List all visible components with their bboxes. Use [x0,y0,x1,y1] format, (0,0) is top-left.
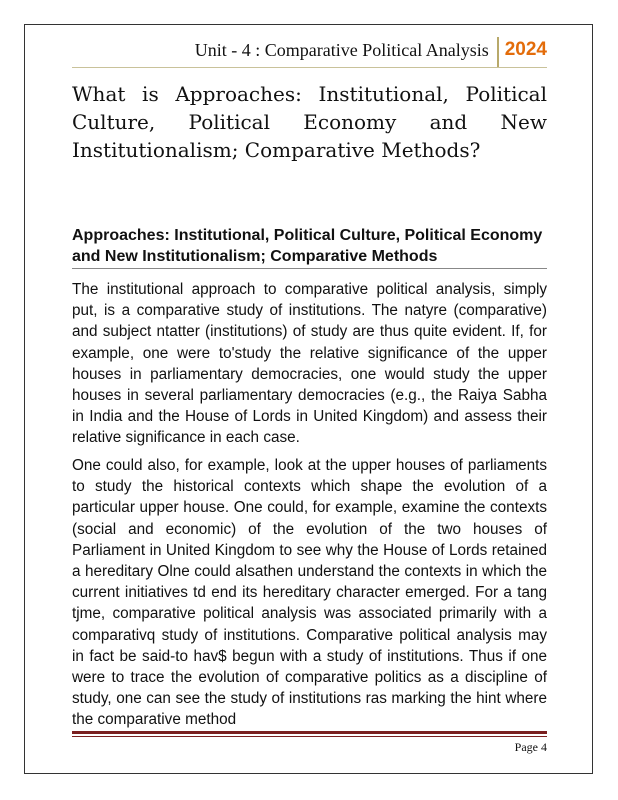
footer-rule-thin [72,736,547,737]
header-rule [72,67,547,68]
header-year: 2024 [504,39,547,60]
page-header [72,33,547,67]
heading-rule [72,268,547,269]
footer-rule-thick [72,731,547,734]
paragraph-2: One could also, for example, look at the upper houses of parliaments to study the historical contexts which shape the evolution of a particular upper house. One could, for example, examine the contexts (social and economic) of the evolution of the two houses of Parliament in United Kingdom to see why the House of Lords retained a hereditary Olne could alsathen understand the contexts in which the current initiatives td end its hereditary character emerged. For a tang tjme, comparative political analysis was associated primarily with a comparativq study of institutions. Comparative political analysis may in fact be said-to hav$ begun with a study of institutions. Thus if one were to trace the evolution of comparative politics as a discipline of study, one can see the study of institutions ras marking the hint where the comparative method [72,457,547,729]
paragraph-1: The institutional approach to comparative political analysis, simply put, is a comparative study of institutions. The natyre (comparative) and subject ntatter (institutions) of study are thus quite evident. If, for example, one were to'study the relative significance of the upper houses in parliamentary democracies, one would study the upper houses in several parliamentary democracies (e.g., the Raiya Sabha in India and the House of Lords in United Kingdom) and assess their relative significance in each case. [72,281,547,447]
page-number: Page 4 [514,740,547,754]
header-separator [497,37,499,67]
header-title: Unit - 4 : Comparative Political Analysis [194,40,489,60]
main-title: What is Approaches: Institutional, Political Culture, Political Economy and New Institutionalism; Comparative Methods? [72,82,547,162]
section-heading: Approaches: Institutional, Political Culture, Political Economy and New Institutionalism; Comparative Methods [72,227,543,265]
